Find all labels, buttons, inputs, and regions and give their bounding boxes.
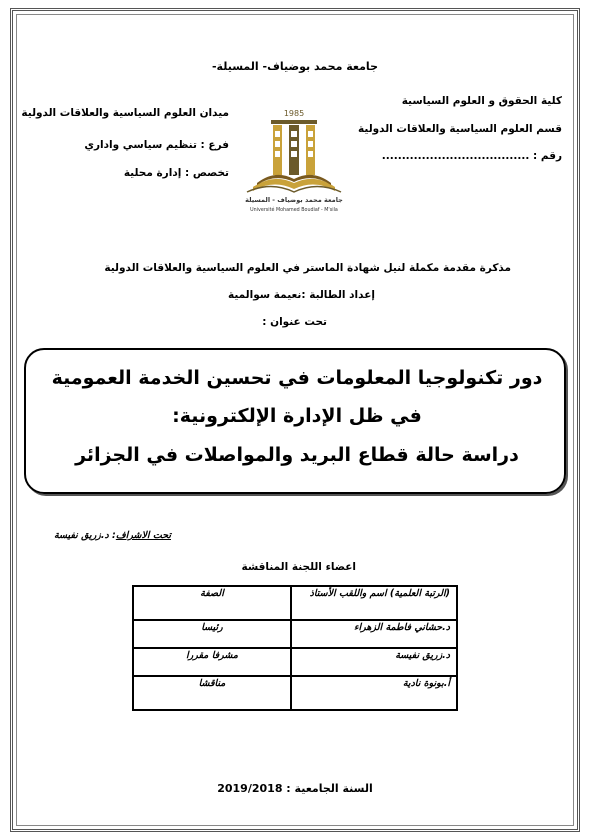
committee-heading: اعضاء اللجنة المناقشة	[241, 561, 356, 573]
specialty-name: تخصص : إدارة محلية	[123, 167, 229, 179]
supervisor-name: : د.زريق نفيسة	[53, 530, 116, 541]
reference-number: رقم : .....................................	[381, 150, 562, 162]
faculty-name: كلية الحقوق و العلوم السياسية	[401, 95, 562, 107]
university-name: جامعة محمد بوضياف- المسيلة-	[211, 60, 378, 73]
member-role-cell: مشرفا مقررا	[133, 648, 291, 676]
supervisor-line	[54, 530, 171, 541]
table-row	[133, 620, 457, 648]
thesis-title-line-2: في ظل الإدارة الإلكترونية:	[172, 405, 422, 427]
student-name: إعداد الطالبة :نعيمة سوالمية	[227, 289, 375, 301]
member-role-cell: رئيسا	[133, 620, 291, 648]
table-header-row	[133, 586, 457, 620]
field-name: ميدان العلوم السياسية والعلاقات الدولية	[21, 107, 229, 119]
logo-year: 1985	[283, 109, 305, 118]
university-logo-emblem	[233, 103, 355, 215]
supervisor-label: تحت الاشراف	[115, 530, 171, 541]
header-name-cell: (الرتبة العلمية) اسم واللقب الأستاذ	[291, 586, 457, 620]
thesis-title-line-3: دراسة حالة قطاع البريد والمواصلات في الجزائر	[75, 444, 519, 466]
university-logo	[233, 103, 355, 215]
member-role-cell: مناقشا	[133, 676, 291, 710]
title-intro: تحت عنوان :	[262, 316, 327, 328]
department-name: قسم العلوم السياسية والعلاقات الدولية	[358, 123, 562, 135]
member-name-cell: د.زريق نفيسة	[291, 648, 457, 676]
header-role-cell: الصفة	[133, 586, 291, 620]
thesis-title-line-1: دور تكنولوجيا المعلومات في تحسين الخدمة العمومية	[51, 367, 543, 389]
table-row	[133, 676, 457, 710]
committee-table	[132, 585, 458, 711]
academic-year: السنة الجامعية : 2019/2018	[217, 782, 373, 795]
memo-description: مذكرة مقدمة مكملة لنيل شهادة الماستر في العلوم السياسية والعلاقات الدولية	[104, 262, 511, 274]
logo-name-ar: جامعة محمد بوضياف - المسيلة	[245, 196, 343, 204]
branch-name: فرع : تنظيم سياسي واداري	[84, 139, 229, 151]
member-name-cell: أ.بونوة نادية	[291, 676, 457, 710]
thesis-title-box	[24, 348, 566, 494]
member-name-cell: د.حشاني فاطمة الزهراء	[291, 620, 457, 648]
logo-name-fr: Université Mohamed Boudiaf - M'sila	[250, 208, 338, 213]
table-row	[133, 648, 457, 676]
